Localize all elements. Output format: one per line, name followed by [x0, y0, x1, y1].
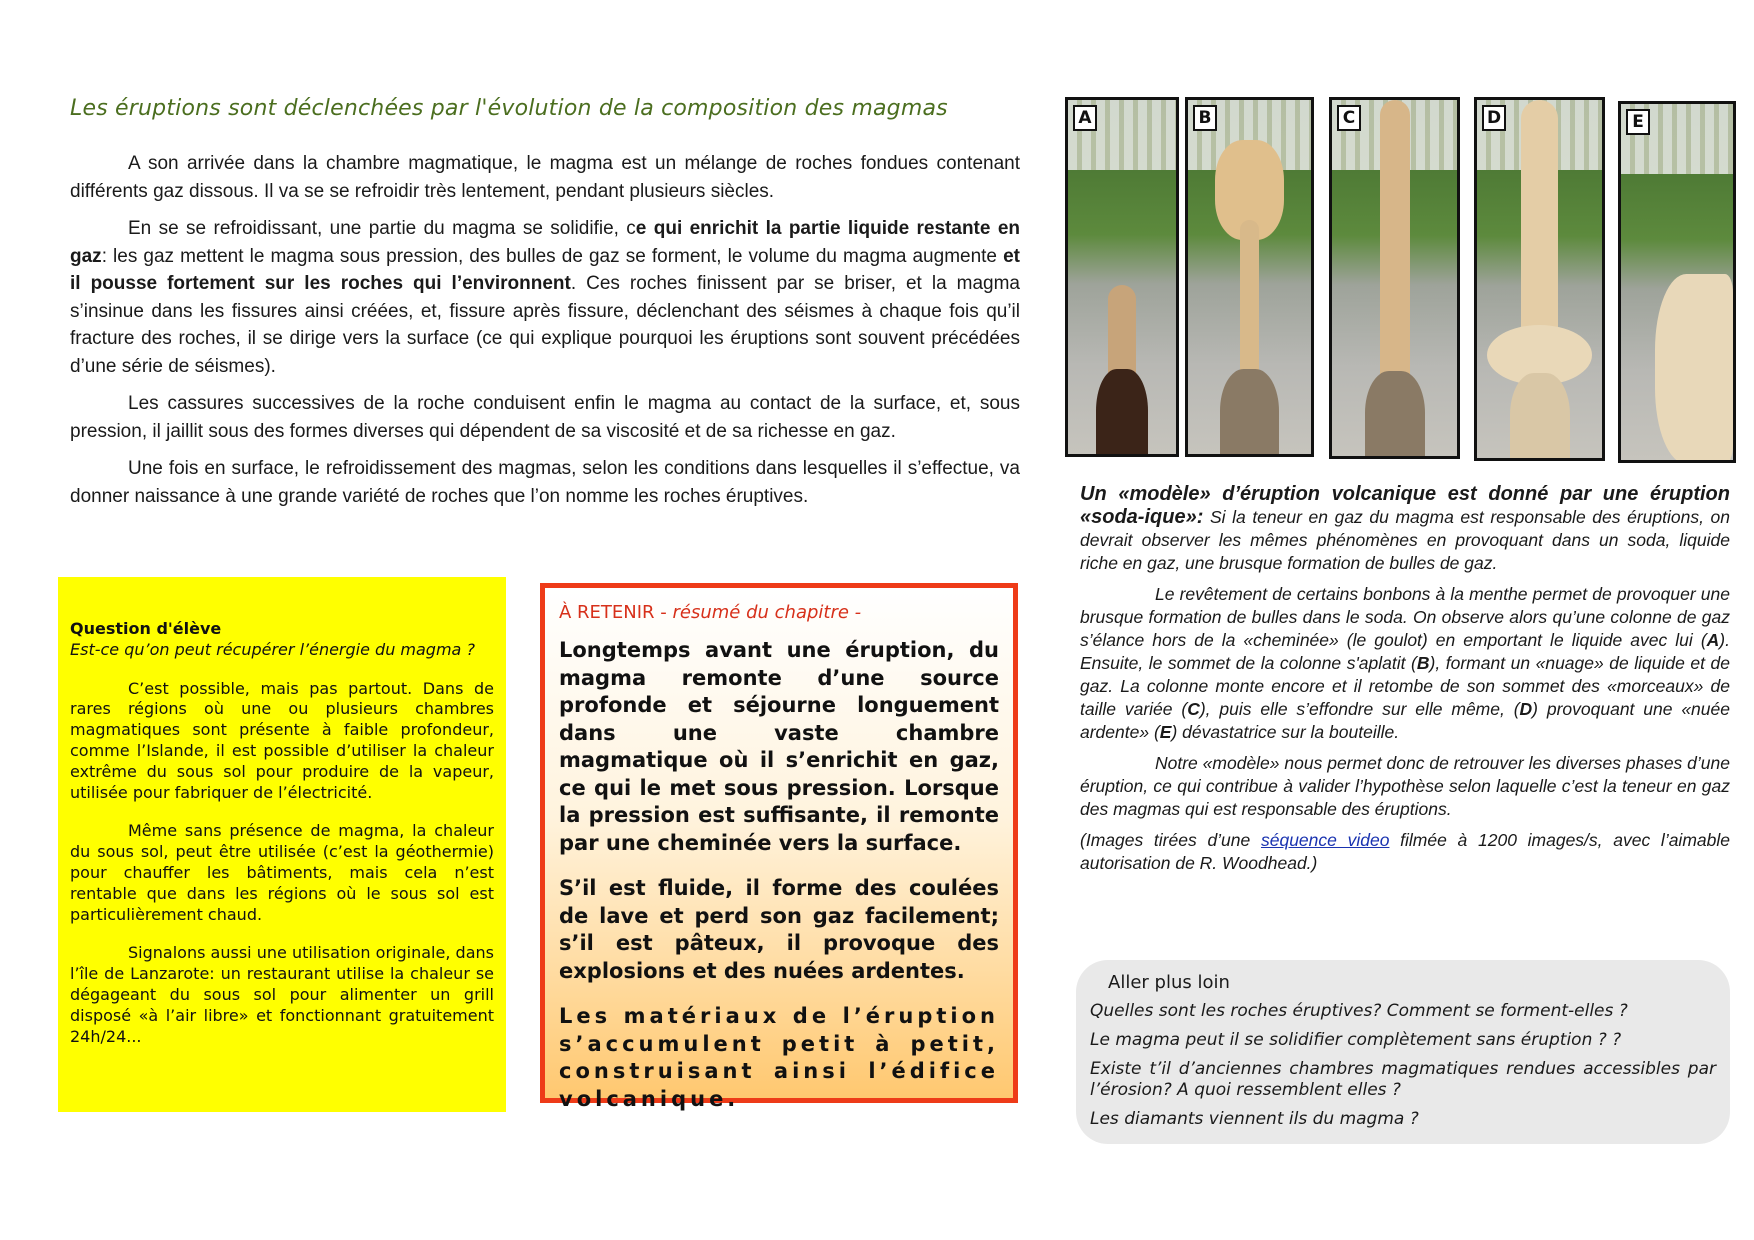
article-p2-emphasis-1: e qui enrichit la partie liquide restante en gaz	[70, 218, 1020, 267]
caption-paragraph-2	[1080, 583, 1730, 744]
article-p2-part-a: En se se refroidissant, une partie du magma se solidifie, c	[128, 218, 636, 239]
caption-lead: Un «modèle» d’éruption volcanique est donné par une éruption «soda-ique»:	[1080, 483, 1730, 528]
caption-ref-e: E	[1159, 722, 1172, 742]
further-question-4: Les diamants viennent ils du magma ?	[1090, 1109, 1419, 1129]
article-paragraph-1: A son arrivée dans la chambre magmatique, le magma est un mélange de roches fondues contenant différents gaz dissous. Il va se se refroidir très lentement, pendant plusieurs siècles.	[70, 153, 1020, 202]
article-title: Les éruptions sont déclenchées par l'évolution de la composition des magmas	[70, 96, 948, 121]
caption-p2-part-5: ) provoquant une «nuée ardente» (	[1080, 699, 1730, 742]
eruption-photo-c	[1329, 97, 1460, 459]
article-p2-part-e: . Ces roches finissent par se briser, et la magma s’insinue dans les fissures ainsi créées, et, fissure après fissure, déclenchant des séismes à chaque fois qu’il fracture des roches, il se dirige vers la surface (ce qui explique pourquoi les éruptions sont souvent précédées d’une série de séismes).	[70, 273, 1020, 377]
caption-paragraph-3: Notre «modèle» nous permet donc de retrouver les diverses phases d’une éruption, ce qui contribue à valider l’hypothèse selon laquelle c’est la teneur en gaz des magmas qui est responsable des éruptions.	[1080, 753, 1730, 819]
soda-bottle	[1510, 373, 1570, 461]
caption-lead-rest: Si la teneur en gaz du magma est responsable des éruptions, on devrait observer les mêmes phénomènes en provoquant dans un soda, liquide riche en gaz, une brusque formation de bulles de gaz.	[1080, 507, 1730, 573]
further-reading-box	[1076, 960, 1730, 1144]
photo-label-c: C	[1337, 105, 1361, 131]
soda-bottle	[1220, 369, 1279, 457]
caption-paragraph-4	[1080, 829, 1730, 875]
article-paragraph-3: Les cassures successives de la roche conduisent enfin le magma au contact de la surface, et, sous pression, il jaillit sous des formes diverses qui dépendent de sa viscosité et de sa richesse en gaz.	[70, 393, 1020, 442]
soda-cloud	[1655, 274, 1733, 463]
summary-paragraph-2: S’il est fluide, il forme des coulées de lave et perd son gaz facilement; s’il est pâteux, il provoque des explosions et des nuées ardentes.	[559, 876, 999, 983]
photo-label-a: A	[1073, 105, 1097, 131]
summary-heading	[559, 602, 999, 623]
summary-paragraph-1: Longtemps avant une éruption, du magma remonte d’une source profonde et séjourne longuement dans une vaste chambre magmatique où il s’enrichit en gaz, ce qui le met sous pression. Lorsque la pression est suffisante, il remonte par une cheminée vers la surface.	[559, 638, 999, 855]
photo-label-b: B	[1193, 105, 1217, 131]
question-text: Est-ce qu’on peut récupérer l’énergie du magma ?	[70, 639, 475, 659]
photo-caption	[1080, 483, 1730, 883]
question-answer-2: Même sans présence de magma, la chaleur du sous sol, peut être utilisée (c’est la géothermie) pour chauffer les bâtiments, mais cela n’est rentable que dans les régions où le sous sol est particulièrement chaud.	[70, 821, 494, 924]
article-paragraph-2	[70, 215, 1020, 380]
eruption-photo-a	[1065, 97, 1179, 457]
soda-bottle	[1365, 371, 1425, 459]
soda-bottle	[1096, 369, 1148, 457]
caption-p2-part-4: ), puis elle s’effondre sur elle même, (	[1199, 699, 1520, 719]
article-p2-emphasis-2: et il pousse fortement sur les roches qui l’environnent	[70, 245, 1020, 294]
caption-ref-a: A	[1706, 630, 1720, 650]
video-sequence-link[interactable]: séquence video	[1260, 830, 1390, 850]
article-paragraph-4: Une fois en surface, le refroidissement des magmas, selon les conditions dans lesquelles il s’effectue, va donner naissance à une grande variété de roches que l’on nomme les roches éruptives.	[70, 458, 1020, 507]
article-body	[70, 150, 1020, 520]
summary-heading-subtitle: résumé du chapitre -	[672, 602, 862, 623]
photo-label-d: D	[1482, 105, 1506, 131]
question-answer-3: Signalons aussi une utilisation originale, dans l’île de Lanzarote: un restaurant utilise la chaleur se dégageant du sous sol pour alimenter un grill disposé «à l’air libre» et fonctionnant gratuitement 24h/24...	[70, 943, 494, 1046]
caption-p2-part-2: ). Ensuite, le sommet de la colonne s'aplatit (	[1080, 630, 1730, 673]
further-question-2: Le magma peut il se solidifier complètement sans éruption ? ?	[1090, 1030, 1622, 1050]
caption-paragraph-1	[1080, 483, 1730, 575]
caption-p2-part-3: ), formant un «nuage» de liquide et de gaz. La colonne monte encore et il retombe de son sommet des «morceaux» de taille variée (	[1080, 653, 1730, 719]
question-title: Question d'élève	[70, 619, 222, 638]
eruption-photo-b	[1185, 97, 1314, 457]
caption-ref-c: C	[1187, 699, 1200, 719]
caption-ref-d: D	[1519, 699, 1533, 719]
caption-source-prefix: (Images tirées d’une	[1080, 830, 1261, 850]
further-title: Aller plus loin	[1108, 972, 1230, 993]
eruption-photo-e	[1618, 101, 1736, 463]
further-question-1: Quelles sont les roches éruptives? Comment se forment-elles ?	[1090, 1001, 1628, 1021]
summary-heading-label: À RETENIR -	[559, 602, 673, 623]
question-answer-1: C’est possible, mais pas partout. Dans de rares régions où une ou plusieurs chambres magmatiques sont présente à faible profondeur, comme l’Islande, il est possible d’utiliser la chaleur extrême du sous sol pour produire de la vapeur, utilisée pour fabriquer de l’électricité.	[70, 678, 494, 802]
caption-p2-part-1: Le revêtement de certains bonbons à la menthe permet de provoquer une brusque formation de bulles dans le soda. On observe alors qu’une colonne de gaz s’élance hors de la «cheminée» (le goulot) en emportant le liquide avec lui (	[1080, 584, 1730, 650]
caption-ref-b: B	[1416, 653, 1430, 673]
summary-box	[540, 583, 1018, 1111]
student-question-box	[58, 577, 506, 1112]
caption-p2-part-6: ) dévastatrice sur la bouteille.	[1171, 722, 1400, 742]
further-question-3: Existe t’il d’anciennes chambres magmatiques rendues accessibles par l’érosion? A quoi ressemblent elles ?	[1090, 1059, 1716, 1100]
eruption-photo-d	[1474, 97, 1605, 461]
summary-paragraph-3: Les matériaux de l’éruption s’accumulent petit à petit, construisant ainsi l’édifice volcanique.	[559, 1004, 999, 1111]
photo-label-e: E	[1626, 109, 1650, 135]
article-p2-part-c: : les gaz mettent le magma sous pression, des bulles de gaz se forment, le volume du magma augmente	[101, 245, 1004, 267]
caption-source-suffix: filmée à 1200 images/s, avec l’aimable autorisation de R. Woodhead.)	[1080, 830, 1730, 873]
